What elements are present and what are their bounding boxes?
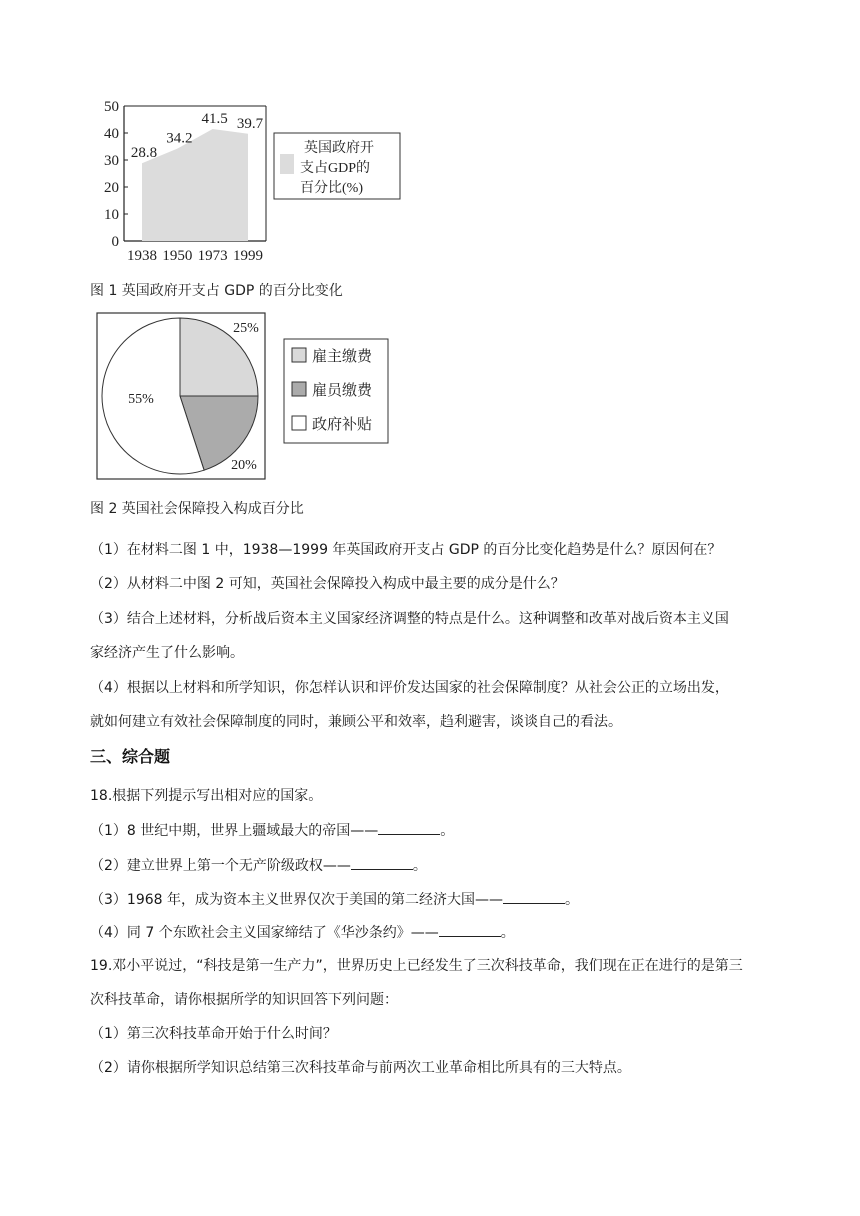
answer-blank[interactable] bbox=[439, 922, 501, 937]
question-17-4-line2: 就如何建立有效社会保障制度的同时，兼顾公平和效率，趋利避害，谈谈自己的看法。 bbox=[90, 714, 622, 730]
data-label: 39.7 bbox=[236, 115, 264, 132]
period: 。 bbox=[500, 925, 515, 941]
answer-blank[interactable] bbox=[378, 820, 440, 835]
data-label: 41.5 bbox=[201, 110, 228, 127]
question-18-item-1-text: （1）8 世纪中期，世界上疆域最大的帝国—— bbox=[90, 823, 379, 839]
x-tick-label: 1999 bbox=[233, 248, 263, 264]
period: 。 bbox=[565, 892, 579, 908]
question-18-item-3 bbox=[90, 889, 579, 910]
figure1-legend-line3: 百分比(%) bbox=[300, 181, 363, 196]
period: 。 bbox=[440, 823, 455, 839]
section-heading: 三、综合题 bbox=[90, 747, 171, 766]
x-tick-label: 1950 bbox=[162, 248, 193, 264]
y-tick-label: 10 bbox=[104, 207, 119, 223]
y-tick-label: 50 bbox=[104, 99, 119, 115]
question-18-item-2 bbox=[90, 855, 427, 876]
question-19-stem-line2: 次科技革命，请你根据所学的知识回答下列问题： bbox=[90, 992, 398, 1008]
period: 。 bbox=[412, 858, 427, 874]
question-19-stem-line1: 19.邓小平说过，“科技是第一生产力”，世界历史上已经发生了三次科技革命，我们现在正在进行的是第三 bbox=[90, 958, 743, 974]
legend-label: 雇主缴费 bbox=[312, 349, 373, 365]
legend-swatch bbox=[292, 348, 306, 362]
question-18-item-2-text: （2）建立世界上第一个无产阶级政权—— bbox=[90, 858, 351, 874]
area-series bbox=[142, 129, 248, 241]
data-label: 28.8 bbox=[130, 145, 158, 162]
question-19-item-2: （2）请你根据所学知识总结第三次科技革命与前两次工业革命相比所具有的三大特点。 bbox=[90, 1060, 631, 1076]
legend-label: 政府补贴 bbox=[312, 417, 373, 433]
y-tick-label: 20 bbox=[104, 180, 119, 196]
slice-label: 25% bbox=[233, 321, 259, 336]
figure2-chart bbox=[96, 312, 396, 482]
y-tick-label: 30 bbox=[104, 153, 119, 169]
figure1-chart bbox=[90, 96, 420, 266]
x-tick-label: 1938 bbox=[127, 248, 157, 264]
figure1-legend-line1: 英国政府开 bbox=[304, 141, 374, 156]
question-18-item-4 bbox=[90, 922, 515, 943]
question-17-3-line1: （3）结合上述材料，分析战后资本主义国家经济调整的特点是什么。这种调整和改革对战后资本主义国 bbox=[90, 611, 729, 627]
question-17-2: （2）从材料二中图 2 可知，英国社会保障投入构成中最主要的成分是什么？ bbox=[90, 576, 565, 592]
question-18-item-4-text: （4）同 7 个东欧社会主义国家缔结了《华沙条约》—— bbox=[90, 925, 439, 941]
figure1-legend-line2: 支占GDP的 bbox=[300, 161, 371, 176]
x-tick-label: 1973 bbox=[197, 248, 228, 264]
question-17-1: （1）在材料二图 1 中，1938—1999 年英国政府开支占 GDP 的百分比变化趋势是什么？原因何在？ bbox=[90, 542, 722, 558]
legend-swatch bbox=[292, 416, 306, 430]
figure1-caption: 图 1 英国政府开支占 GDP 的百分比变化 bbox=[90, 283, 343, 299]
figure2-caption: 图 2 英国社会保障投入构成百分比 bbox=[90, 501, 304, 517]
question-18-stem: 18.根据下列提示写出相对应的国家。 bbox=[90, 788, 323, 804]
y-tick-label: 40 bbox=[104, 126, 119, 142]
data-label: 34.2 bbox=[166, 130, 193, 147]
slice-label: 20% bbox=[231, 458, 257, 473]
question-18-item-3-text: （3）1968 年，成为资本主义世界仅次于美国的第二经济大国—— bbox=[90, 892, 503, 908]
question-19-item-1: （1）第三次科技革命开始于什么时间？ bbox=[90, 1026, 337, 1042]
question-17-4-line1: （4）根据以上材料和所学知识，你怎样认识和评价发达国家的社会保障制度？从社会公正的立场出发， bbox=[90, 680, 729, 696]
slice-label: 55% bbox=[128, 392, 154, 407]
question-17-3-line2: 家经济产生了什么影响。 bbox=[90, 645, 244, 661]
answer-blank[interactable] bbox=[503, 889, 565, 904]
question-18-item-1 bbox=[90, 820, 454, 841]
legend-swatch bbox=[292, 382, 306, 396]
answer-blank[interactable] bbox=[351, 855, 413, 870]
legend-label: 雇员缴费 bbox=[312, 383, 373, 399]
figure1-legend-swatch bbox=[280, 154, 294, 174]
y-tick-label: 0 bbox=[111, 234, 119, 250]
